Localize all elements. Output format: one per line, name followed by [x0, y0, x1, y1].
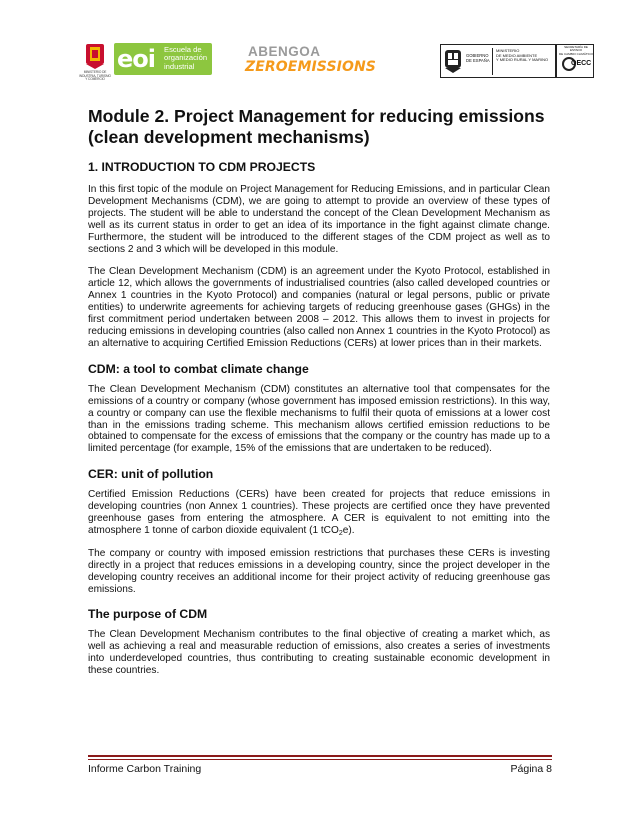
eoi-logo-text: Escuela de organización industrial	[164, 45, 208, 71]
ministerio-text: MINISTERIO DE MEDIO AMBIENTE Y MEDIO RURAL Y MARINO	[496, 48, 549, 63]
zeroemissions-logo-text: ZEROEMISSIONS	[245, 59, 376, 75]
footer-rule	[88, 755, 552, 757]
paragraph-cdm-tool: The Clean Development Mechanism (CDM) constitutes an alternative tool that compensates for the emissions of a country or company (whose government has imposed emission restrictions). In this way, a country or company can use the flexible mechanisms to fulfil their quota of emissions at a lower cost than in the emissions trading scheme. This mechanism allows certified emission reductions to be obtained to compensate for the excess of emissions that the company or the country has made up to a limited percentage (for example, 15% of the emissions that are undertaken to be reduced).	[88, 383, 550, 455]
section-heading-introduction: 1. INTRODUCTION TO CDM PROJECTS	[88, 160, 316, 174]
eoi-logo-mark: eoi	[117, 45, 155, 73]
paragraph-purpose: The Clean Development Mechanism contributes to the final objective of creating a market which, as well as achieving a real and measurable reduction of emissions, also creates a series of investments into underdeveloped countries, thus contributing to creating sustainable economic development in these countries.	[88, 629, 550, 677]
oecc-top-text: SECRETARÍA DE ESTADO DE CAMBIO CLIMÁTICO	[559, 45, 594, 56]
subheading-cdm-tool: CDM: a tool to combat climate change	[88, 361, 309, 376]
module-title: Module 2. Project Management for reducing emissions (clean development mechanisms)	[88, 106, 545, 147]
spain-ministry-shield-icon	[84, 42, 106, 70]
document-body	[88, 106, 550, 688]
footer-report-title: Informe Carbon Training	[88, 763, 202, 775]
abengoa-logo-text: ABENGOA	[248, 44, 321, 59]
paragraph-intro: In this first topic of the module on Project Management for Reducing Emissions, and in particular Clean Development Mechanisms (CDM), we are going to attempt to provide an overview of these types of projects. The student will be able to understand the concept of the Clean Development Mechanism as well as its current status in order to get an idea of its importance in the fight against climate change. Furthermore, the student will be introduced to the different stages of the CDM project as well as to sections 2 and 3 which will be developed in this module.	[88, 184, 550, 255]
paragraph-cer-purchase: The company or country with imposed emission restrictions that purchases these CERs is investing directly in a project that reduces emissions in a developing country, since the project developer in the developing country receives an additional income for their project activity of reducing greenhouse gas emissions.	[88, 547, 550, 595]
paragraph-cdm-definition: The Clean Development Mechanism (CDM) is an agreement under the Kyoto Protocol, established in article 12, which allows the governments of industrialised countries (also called developed countries or Annex 1 countries in the Kyoto Protocol) and companies (natural or legal persons, public or private entities) to underwrite agreements for achieving targets of reducing greenhouse gases (GHGs) in the first commitment period undertaken between 2008 – 2012. This allows them to invest in projects for reducing emissions in developing countries (also called non Annex 1 countries in the Kyoto Protocol) as an alternative to acquiring Certified Emission Reductions (CERs) at lower prices than in their markets.	[88, 266, 550, 349]
oecc-logo	[556, 44, 594, 78]
oecc-label: OECC	[571, 60, 592, 67]
footer-rule-thin	[88, 759, 552, 760]
logo-divider	[492, 48, 493, 75]
subheading-purpose: The purpose of CDM	[88, 607, 208, 622]
subheading-cer: CER: unit of pollution	[88, 467, 214, 482]
eoi-logo	[114, 43, 212, 75]
ministry-caption: MINISTERIO DE INDUSTRIA, TURISMO Y COMERCIO	[79, 70, 111, 82]
paragraph-cer-definition: Certified Emission Reductions (CERs) have been created for projects that reduce emissions in developing countries (non Annex 1 countries). These projects are certified once they have prevented greenhouse gases from entering the atmosphere. A CER is equivalent to not emitting into the atmosphere 1 tonne of carbon dioxide equivalent (1 tCO$_2$e).	[88, 489, 550, 537]
footer-page-number: Página 8	[510, 763, 552, 775]
gobierno-text: GOBIERNO DE ESPAÑA	[466, 53, 490, 63]
spain-crest-icon	[444, 48, 462, 74]
government-logo	[440, 44, 556, 78]
